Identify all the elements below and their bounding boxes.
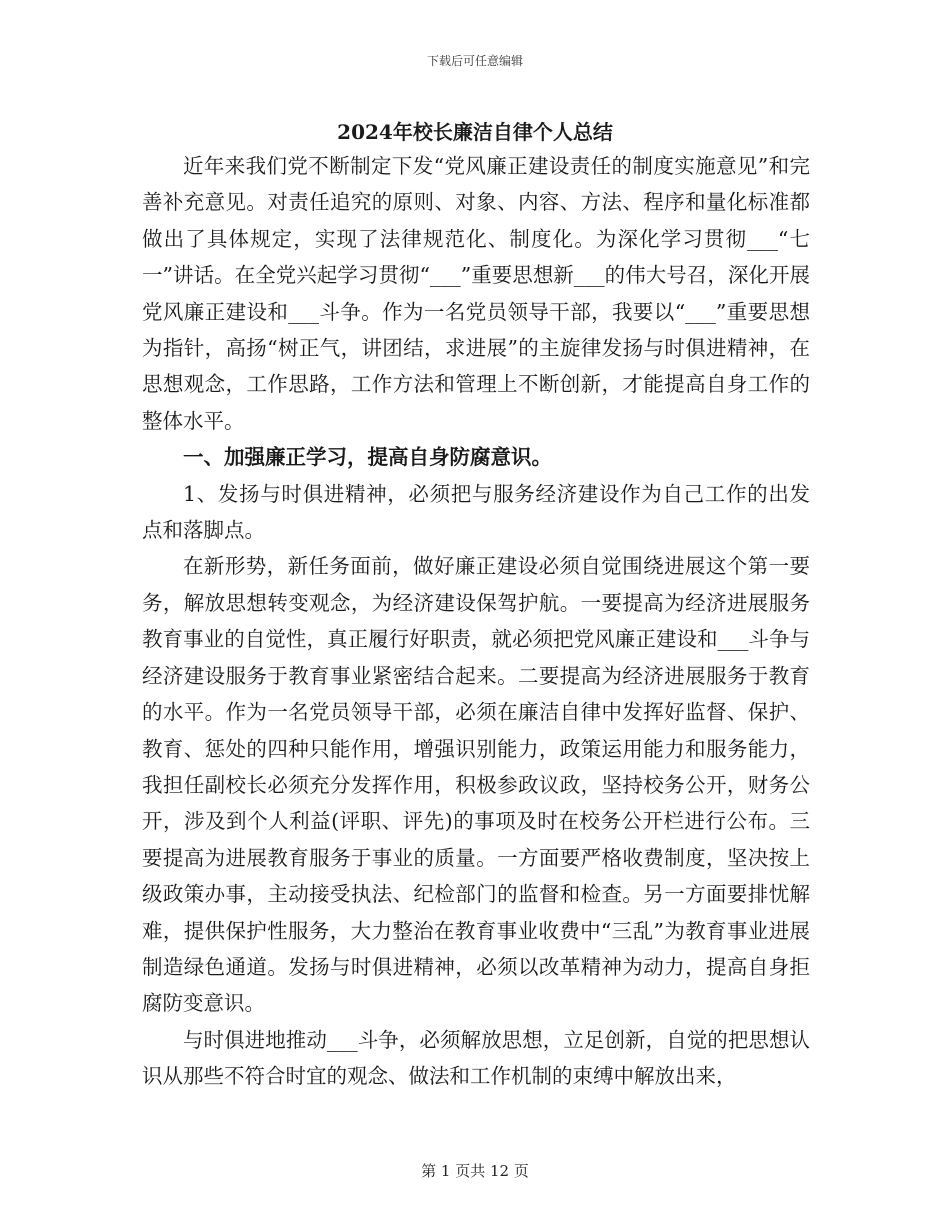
document-body — [142, 148, 810, 1095]
paragraph-new-situation: 在新形势，新任务面前，做好廉正建设必须自觉围绕进展这个第一要务，解放思想转变观念，为经济建设保驾护航。一要提高为经济进展服务教育事业的自觉性，真正履行好职责，就必须把党风廉正建设和___斗争与经济建设服务于教育事业紧密结合起来。二要提高为经济进展服务于教育的水平。作为一名党员领导干部，必须在廉洁自律中发挥好监督、保护、教育、惩处的四种只能作用，增强识别能力，政策运用能力和服务能力，我担任副校长必须充分发挥作用，积极参政议政，坚持校务公开，财务公开，涉及到个人利益(评职、评先)的事项及时在校务公开栏进行公布。三要提高为进展教育服务于事业的质量。一方面要严格收费制度，坚决按上级政策办事，主动接受执法、纪检部门的监督和检查。另一方面要排忧解难，提供保护性服务，大力整治在教育事业收费中“三乱”为教育事业进展制造绿色通道。发扬与时俱进精神，必须以改革精神为动力，提高自身拒腐防变意识。 — [142, 554, 810, 1016]
page-header: 下载后可任意编辑 — [426, 54, 523, 68]
document-title: 2024年校长廉洁自律个人总结 — [337, 120, 613, 144]
page-footer: 第 1 页共 12 页 — [421, 1162, 529, 1180]
paragraph-point-1: 1、发扬与时俱进精神，必须把与服务经济建设作为自己工作的出发点和落脚点。 — [142, 481, 810, 543]
section-heading: 一、加强廉正学习，提高自身防腐意识。 — [183, 445, 552, 470]
paragraph-advance: 与时俱进地推动___斗争，必须解放思想，立足创新，自觉的把思想认识从那些不符合时宜的观念、做法和工作机制的束缚中解放出来， — [142, 1027, 810, 1089]
paragraph-intro: 近年来我们党不断制定下发“党风廉正建设责任的制度实施意见”和完善补充意见。对责任追究的原则、对象、内容、方法、程序和量化标准都做出了具体规定，实现了法律规范化、制度化。为深化学习贯彻___“七一”讲话。在全党兴起学习贯彻“___”重要思想新___的伟大号召，深化开展党风廉正建设和___斗争。作为一名党员领导干部，我要以“___”重要思想为指针，高扬“树正气，讲团结，求进展”的主旋律发扬与时俱进精神，在思想观念，工作思路，工作方法和管理上不断创新，才能提高自身工作的整体水平。 — [142, 154, 810, 433]
